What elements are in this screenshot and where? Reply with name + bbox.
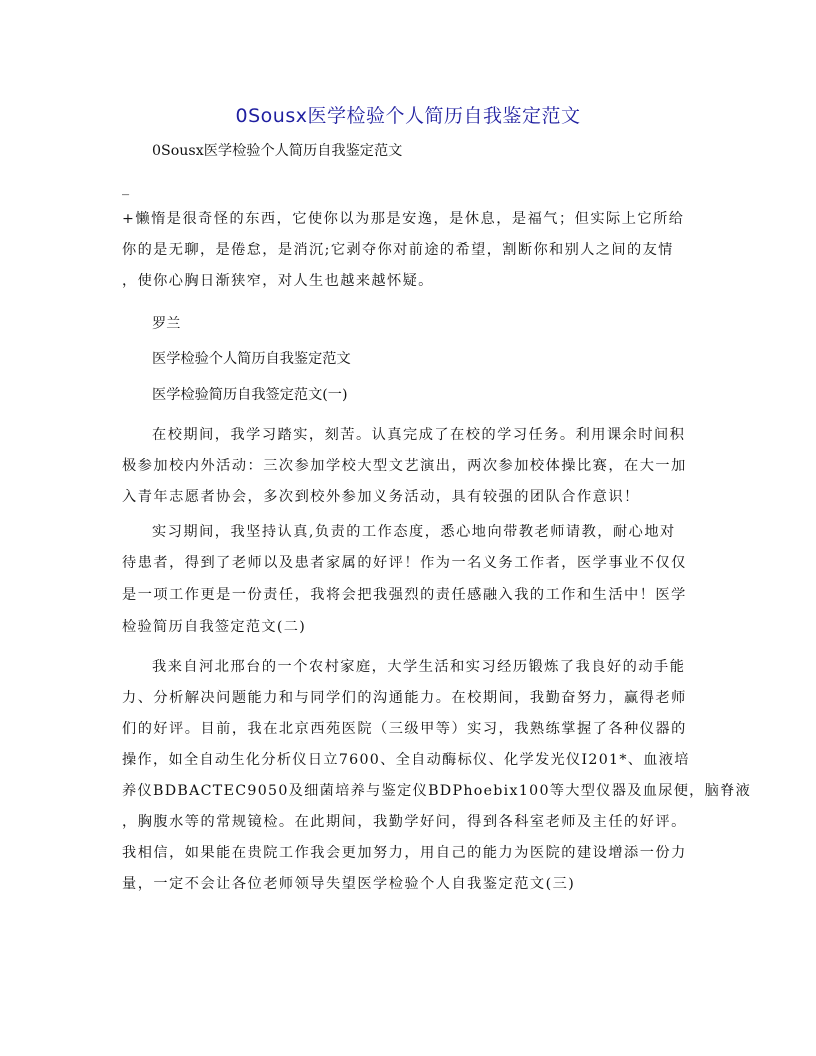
paragraph-line: 养仪BDBACTEC9050及细菌培养与鉴定仪BDPhoebix100等大型仪器及血尿便，脑脊液: [122, 783, 752, 799]
subtitle-line: 0Sousx医学检验个人简历自我鉴定范文: [152, 143, 403, 159]
paragraph-line: 操作，如全自动生化分析仪日立7600、全自动酶标仪、化学发光仪I201*、血液培: [122, 752, 690, 768]
paragraph-line: 是一项工作更是一份责任，我将会把我强烈的责任感融入我的工作和生活中！医学: [122, 587, 687, 603]
paragraph-line: 待患者，得到了老师以及患者家属的好评！作为一名义务工作者，医学事业不仅仅: [122, 555, 687, 571]
paragraph-line: 我来自河北邢台的一个农村家庭，大学生活和实习经历锻炼了我良好的动手能: [152, 659, 686, 675]
quote-line: 你的是无聊，是倦怠，是消沉;它剥夺你对前途的希望，割断你和别人之间的友情: [122, 242, 674, 258]
paragraph-line: ，胸腹水等的常规镜检。在此期间，我勤学好问，得到各科室老师及主任的好评。: [122, 814, 687, 830]
paragraph-line: 我相信，如果能在贵院工作我会更加努力，用自己的能力为医院的建设增添一份力: [122, 845, 687, 861]
text-line: _: [122, 180, 130, 196]
paragraph-line: 检验简历自我签定范文(二): [122, 619, 307, 635]
paragraph-line: 在校期间，我学习踏实，刻苦。认真完成了在校的学习任务。利用课余时间积: [152, 427, 686, 443]
document-title: 0Sousx医学检验个人简历自我鉴定范文: [235, 105, 581, 127]
quote-author: 罗兰: [152, 316, 181, 332]
section-heading: 医学检验个人简历自我鉴定范文: [152, 351, 351, 367]
paragraph-line: 量，一定不会让各位老师领导失望医学检验个人自我鉴定范文(三): [122, 876, 576, 892]
quote-line: ，使你心胸日渐狭窄，对人生也越来越怀疑。: [122, 273, 434, 289]
section-heading: 医学检验简历自我签定范文(一): [152, 387, 348, 403]
paragraph-line: 入青年志愿者协会，多次到校外参加义务活动，具有较强的团队合作意识！: [122, 489, 640, 505]
quote-line: +懒惰是很奇怪的东西，它使你以为那是安逸，是休息，是福气；但实际上它所给: [122, 211, 685, 227]
paragraph-line: 们的好评。目前，我在北京西苑医院（三级甲等）实习，我熟练掌握了各种仪器的: [122, 721, 687, 737]
paragraph-line: 极参加校内外活动：三次参加学校大型文艺演出，两次参加校体操比赛，在大一加: [122, 458, 687, 474]
paragraph-line: 实习期间，我坚持认真,负责的工作态度，悉心地向带教老师请教，耐心地对: [152, 524, 676, 540]
paragraph-line: 力、分析解决问题能力和与同学们的沟通能力。在校期间，我勤奋努力，赢得老师: [122, 690, 687, 706]
